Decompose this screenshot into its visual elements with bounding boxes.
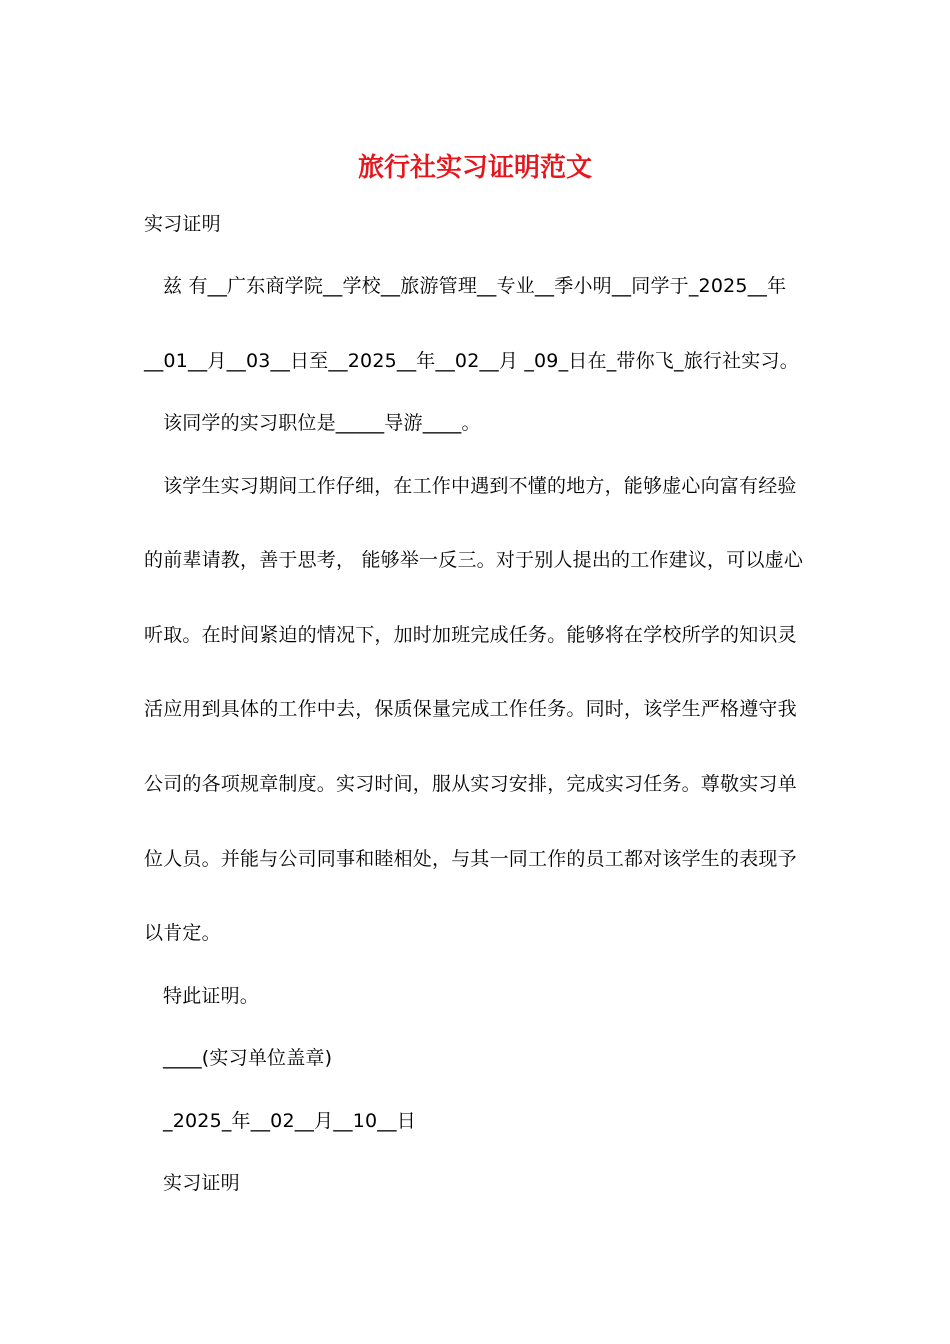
date-line: _2025_年__02__月__10__日 (163, 1110, 416, 1132)
paragraph-line: 活应用到具体的工作中去，保质保量完成工作任务。同时，该学生严格遵守我 (144, 698, 797, 720)
section-heading: 实习证明 (163, 1172, 240, 1194)
document-heading: 实习证明 (144, 213, 221, 235)
paragraph-line: 听取。在时间紧迫的情况下，加时加班完成任务。能够将在学校所学的知识灵 (144, 624, 797, 646)
document-title: 旅行社实习证明范文 (357, 153, 592, 183)
paragraph-line: 兹 有__广东商学院__学校__旅游管理__专业__季小明__同学于_2025__年 (163, 275, 787, 297)
paragraph-line: 以肯定。 (144, 922, 221, 944)
paragraph-line: 的前辈请教，善于思考， 能够举一反三。对于别人提出的工作建议，可以虚心 (144, 549, 804, 571)
paragraph-line: 公司的各项规章制度。实习时间，服从实习安排，完成实习任务。尊敬实习单 (144, 773, 797, 795)
paragraph-line: __01__月__03__日至__2025__年__02__月 _09_日在_带你飞_旅行社实习。 (144, 350, 799, 372)
paragraph-line: 位人员。并能与公司同事和睦相处，与其一同工作的员工都对该学生的表现予 (144, 848, 797, 870)
paragraph-line: 该学生实习期间工作仔细，在工作中遇到不懂的地方，能够虚心向富有经验 (163, 475, 797, 497)
stamp-line: ____(实习单位盖章) (163, 1047, 333, 1069)
closing-line: 特此证明。 (163, 985, 260, 1007)
position-line: 该同学的实习职位是_____导游____。 (163, 412, 481, 434)
